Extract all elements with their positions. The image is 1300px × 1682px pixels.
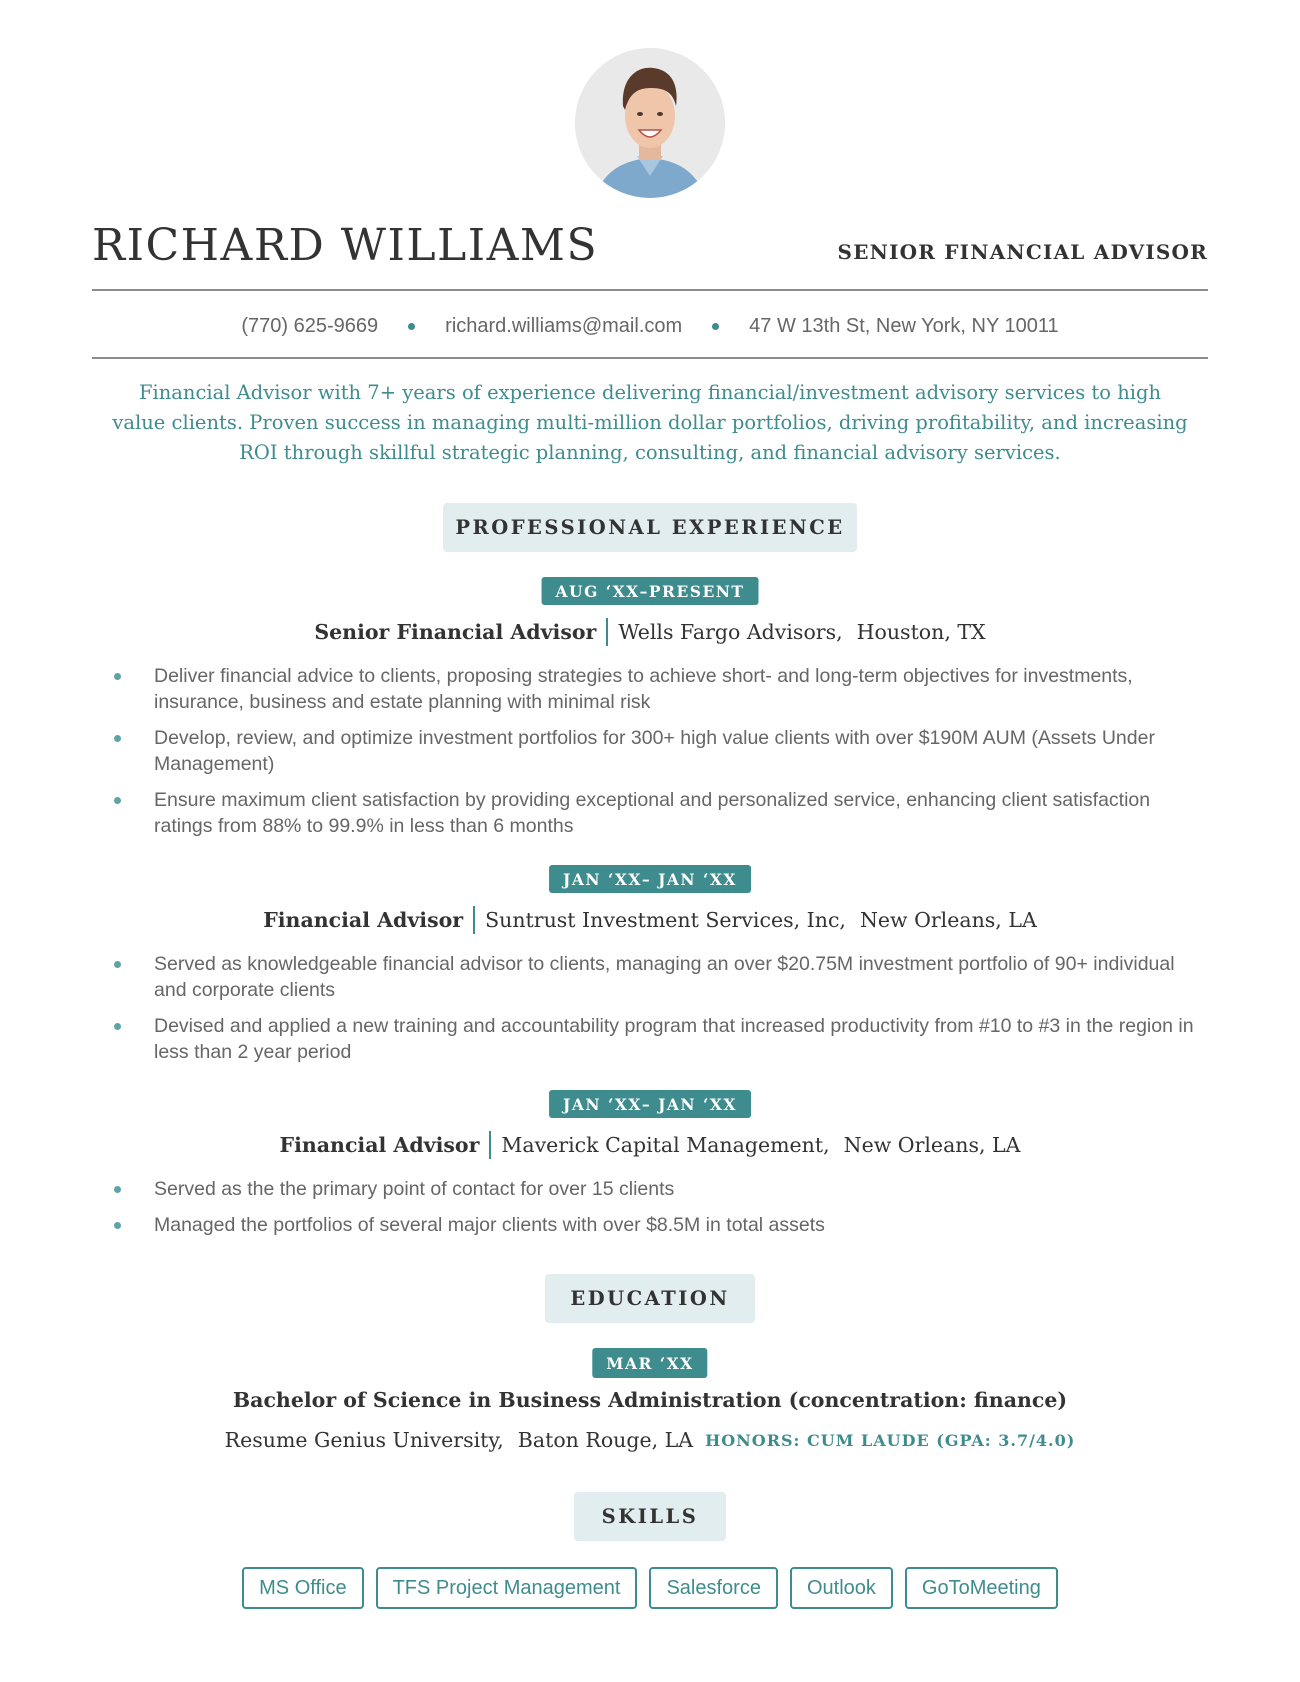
list-item bbox=[110, 1013, 1208, 1065]
bullet-text: Managed the portfolios of several major clients with over $8.5M in total assets bbox=[154, 1214, 825, 1236]
bullet-icon bbox=[114, 1023, 121, 1030]
bullet-icon bbox=[114, 735, 121, 742]
divider-top bbox=[92, 289, 1208, 291]
skills-list bbox=[92, 1567, 1208, 1609]
bullet-text: Served as knowledgeable financial advisor to clients, managing an over $20.75M investment portfolio of 90+ individual and corporate clients bbox=[154, 953, 1175, 1001]
bullet-dot-icon bbox=[712, 323, 719, 330]
job-header bbox=[92, 904, 1208, 936]
job-location: New Orleans, LA bbox=[859, 908, 1037, 932]
skill-tag: MS Office bbox=[242, 1567, 363, 1609]
list-item bbox=[110, 663, 1208, 715]
job-company: Maverick Capital Management, bbox=[501, 1133, 830, 1157]
candidate-name: RICHARD WILLIAMS bbox=[92, 220, 599, 271]
bullet-icon bbox=[114, 1222, 121, 1229]
bullet-text: Deliver financial advice to clients, proposing strategies to achieve short- and long-term objectives for investments, insurance, business and estate planning with minimal risk bbox=[154, 665, 1133, 713]
job-bullets bbox=[110, 951, 1208, 1075]
separator bbox=[473, 906, 475, 934]
job-dates-badge: JAN ‘XX– JAN ‘XX bbox=[549, 865, 751, 893]
skill-tag: Salesforce bbox=[649, 1567, 778, 1609]
contact-info bbox=[92, 310, 1208, 342]
education-school: Resume Genius University, bbox=[224, 1428, 504, 1452]
person-photo-icon bbox=[575, 48, 725, 198]
bullet-text: Develop, review, and optimize investment portfolios for 300+ high value clients with over $190M AUM (Assets Under Management) bbox=[154, 727, 1155, 775]
education-date-badge: MAR ‘XX bbox=[592, 1348, 707, 1378]
contact-email[interactable]: richard.williams@mail.com bbox=[445, 314, 683, 337]
education-school-line bbox=[92, 1425, 1208, 1455]
job-company: Wells Fargo Advisors, bbox=[618, 620, 843, 644]
contact-phone[interactable]: (770) 625-9669 bbox=[241, 314, 379, 337]
job-role: Senior Financial Advisor bbox=[314, 620, 597, 644]
resume-header bbox=[92, 218, 1208, 274]
skill-tag: Outlook bbox=[790, 1567, 893, 1609]
professional-summary: Financial Advisor with 7+ years of experience delivering financial/investment advisory services to high value clients. Proven success in managing multi-million dollar portfolios, driving profitability, and increasing ROI through skillful strategic planning, consulting, and financial advisory services. bbox=[112, 381, 1188, 464]
education-honors: HONORS: CUM LAUDE (GPA: 3.7/4.0) bbox=[705, 1430, 1076, 1450]
bullet-icon bbox=[114, 961, 121, 968]
contact-address: 47 W 13th St, New York, NY 10011 bbox=[749, 314, 1059, 337]
separator bbox=[606, 618, 608, 646]
skill-tag: GoToMeeting bbox=[905, 1567, 1058, 1609]
bullet-text: Served as the the primary point of contact for over 15 clients bbox=[154, 1178, 675, 1200]
section-heading-experience: PROFESSIONAL EXPERIENCE bbox=[443, 503, 857, 552]
profile-photo bbox=[575, 48, 725, 198]
job-dates-badge: JAN ‘XX– JAN ‘XX bbox=[549, 1090, 751, 1118]
job-bullets bbox=[110, 1176, 1208, 1248]
separator bbox=[489, 1131, 491, 1159]
job-location: New Orleans, LA bbox=[843, 1133, 1021, 1157]
bullet-icon bbox=[114, 1186, 121, 1193]
education-location: Baton Rouge, LA bbox=[517, 1428, 694, 1452]
bullet-dot-icon bbox=[408, 323, 415, 330]
job-bullets bbox=[110, 663, 1208, 849]
skill-tag: TFS Project Management bbox=[376, 1567, 638, 1609]
divider-bottom bbox=[92, 357, 1208, 359]
section-heading-education: EDUCATION bbox=[545, 1274, 755, 1323]
list-item bbox=[110, 1212, 1208, 1238]
list-item bbox=[110, 951, 1208, 1003]
job-company: Suntrust Investment Services, Inc, bbox=[485, 908, 846, 932]
bullet-icon bbox=[114, 673, 121, 680]
job-dates-badge: AUG ‘XX–PRESENT bbox=[542, 577, 759, 605]
list-item bbox=[110, 1176, 1208, 1202]
bullet-text: Devised and applied a new training and accountability program that increased productivity from #10 to #3 in the region in less than 2 year period bbox=[154, 1015, 1194, 1063]
job-role: Financial Advisor bbox=[263, 908, 464, 932]
job-role: Financial Advisor bbox=[279, 1133, 480, 1157]
candidate-title: SENIOR FINANCIAL ADVISOR bbox=[837, 240, 1208, 264]
job-location: Houston, TX bbox=[856, 620, 986, 644]
education-degree: Bachelor of Science in Business Administration (concentration: finance) bbox=[232, 1388, 1068, 1412]
bullet-icon bbox=[114, 797, 121, 804]
job-header bbox=[92, 616, 1208, 648]
section-heading-skills: SKILLS bbox=[574, 1492, 726, 1541]
list-item bbox=[110, 725, 1208, 777]
job-header bbox=[92, 1129, 1208, 1161]
list-item bbox=[110, 787, 1208, 839]
bullet-text: Ensure maximum client satisfaction by providing exceptional and personalized service, enhancing client satisfaction ratings from 88% to 99.9% in less than 6 months bbox=[154, 789, 1151, 837]
